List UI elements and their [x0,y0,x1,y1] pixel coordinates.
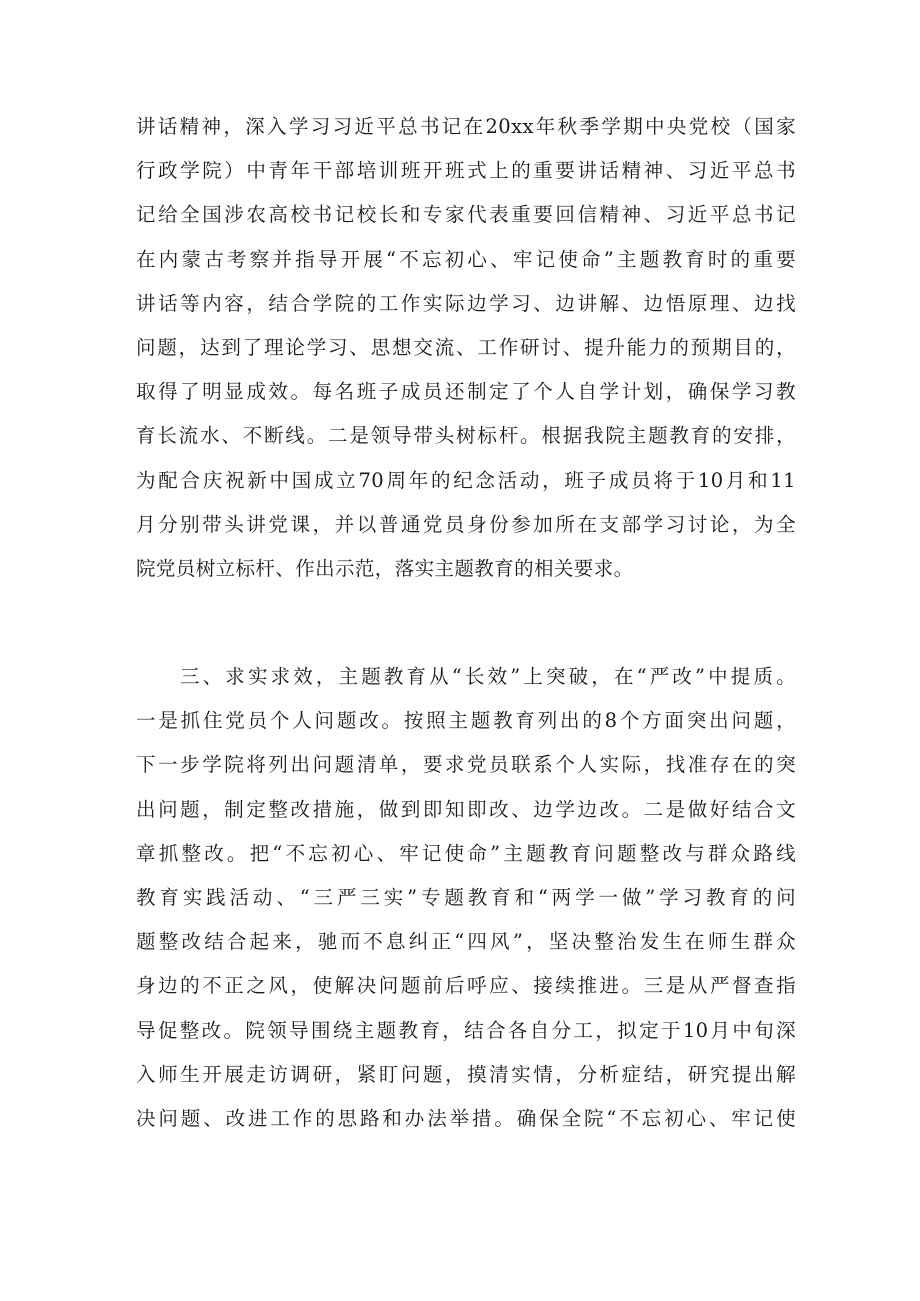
text-line: 问题，达到了理论学习、思想交流、工作研讨、提升能力的预期目的， [136,335,796,359]
text-line: 导促整改。院领导围绕主题教育，结合各自分工，拟定于10月中旬深 [136,1018,796,1042]
text-line: 章抓整改。把“不忘初心、牢记使命”主题教育问题整改与群众路线 [136,841,796,865]
section-heading-line: 三、求实求效，主题教育从“长效”上突破，在“严改”中提质。 [180,665,796,688]
text-line: 月分别带头讲党课，并以普通党员身份参加所在支部学习讨论，为全 [136,512,796,536]
text-line: 题整改结合起来，驰而不息纠正“四风”，坚决整治发生在师生群众 [136,930,796,954]
text-line: 为配合庆祝新中国成立70周年的纪念活动，班子成员将于10月和11 [136,468,796,492]
body-paragraph-1 [136,105,796,591]
text-line: 入师生开展走访调研，紧盯问题，摸清实情，分析症结，研究提出解 [136,1062,796,1086]
text-line: 一是抓住党员个人问题改。按照主题教育列出的8个方面突出问题， [136,709,796,733]
text-line: 讲话等内容，结合学院的工作实际边学习、边讲解、边悟原理、边找 [136,291,796,315]
text-line: 在内蒙古考察并指导开展“不忘初心、牢记使命”主题教育时的重要 [136,247,796,271]
text-line: 教育实践活动、“三严三实”专题教育和“两学一做”学习教育的问 [136,885,796,909]
text-line: 出问题，制定整改措施，做到即知即改、边学边改。二是做好结合文 [136,797,796,821]
text-line-last: 院党员树立标杆、作出示范，落实主题教育的相关要求。 [136,556,634,580]
text-line: 身边的不正之风，使解决问题前后呼应、接续推进。三是从严督查指 [136,974,796,998]
text-line: 讲话精神，深入学习习近平总书记在20xx年秋季学期中央党校（国家 [136,115,796,138]
text-line: 取得了明显成效。每名班子成员还制定了个人自学计划，确保学习教 [136,380,796,404]
text-line: 育长流水、不断线。二是领导带头树标杆。根据我院主题教育的安排， [136,424,796,448]
text-line: 行政学院）中青年干部培训班开班式上的重要讲话精神、习近平总书 [136,159,796,183]
body-paragraph-2 [136,655,796,1141]
text-line: 决问题、改进工作的思路和办法举措。确保全院“不忘初心、牢记使 [136,1106,796,1130]
text-line: 下一步学院将列出问题清单，要求党员联系个人实际，找准存在的突 [136,753,796,777]
text-line: 记给全国涉农高校书记校长和专家代表重要回信精神、习近平总书记 [136,203,796,227]
